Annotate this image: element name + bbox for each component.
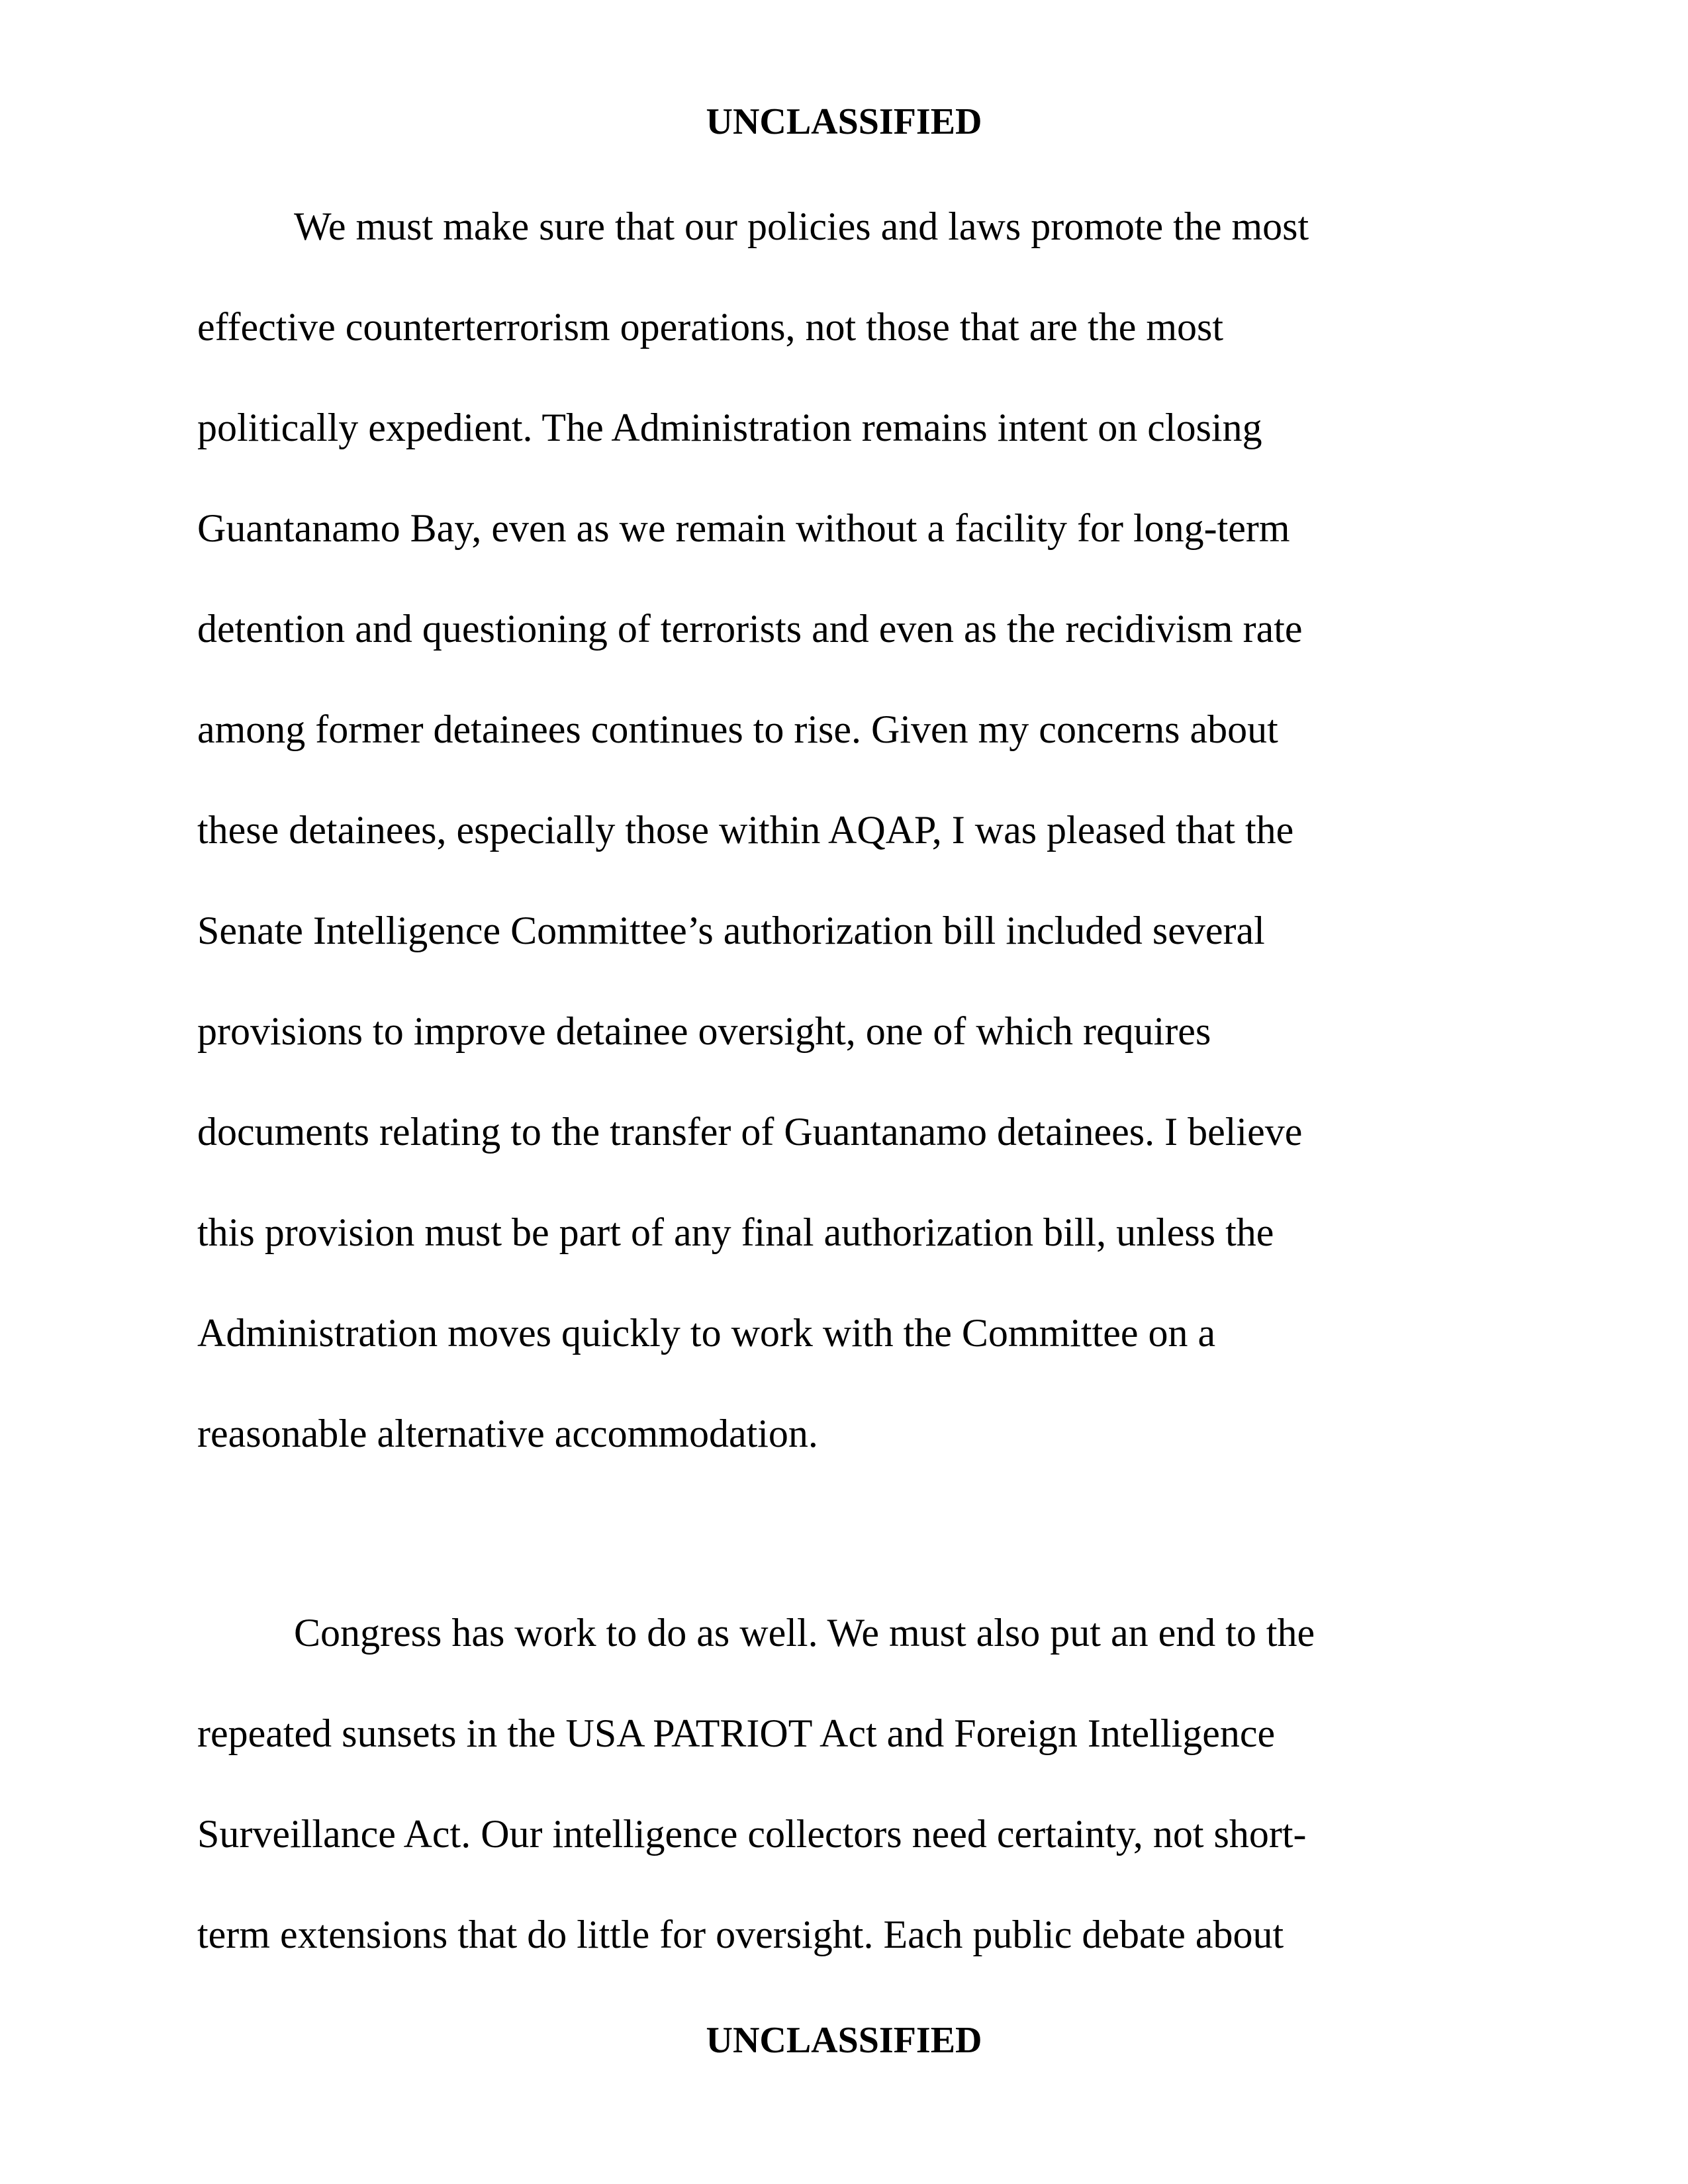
text-line: Senate Intelligence Committee’s authorization bill included several	[197, 909, 1265, 952]
paragraph-2	[197, 1582, 1315, 1985]
text-line: Guantanamo Bay, even as we remain without a facility for long-term	[197, 506, 1290, 550]
text-line: term extensions that do little for oversight. Each public debate about	[197, 1913, 1284, 1956]
text-line: documents relating to the transfer of Guantanamo detainees. I believe	[197, 1110, 1303, 1154]
text-line: Surveillance Act. Our intelligence collectors need certainty, not short-	[197, 1812, 1307, 1856]
paragraph-1	[197, 176, 1309, 1484]
classification-header: UNCLASSIFIED	[706, 101, 982, 142]
text-line: politically expedient. The Administration remains intent on closing	[197, 406, 1262, 449]
text-line: detention and questioning of terrorists and even as the recidivism rate	[197, 607, 1303, 651]
text-line: Administration moves quickly to work with the Committee on a	[197, 1311, 1216, 1355]
text-line: reasonable alternative accommodation.	[197, 1412, 818, 1455]
text-line: provisions to improve detainee oversight, one of which requires	[197, 1009, 1211, 1053]
text-line: We must make sure that our policies and laws promote the most	[294, 205, 1309, 248]
text-line: this provision must be part of any final authorization bill, unless the	[197, 1210, 1274, 1254]
text-line: among former detainees continues to rise. Given my concerns about	[197, 707, 1278, 751]
text-line: Congress has work to do as well. We must also put an end to the	[294, 1611, 1315, 1655]
text-line: repeated sunsets in the USA PATRIOT Act and Foreign Intelligence	[197, 1711, 1276, 1755]
text-line: effective counterterrorism operations, not those that are the most	[197, 305, 1224, 349]
classification-footer: UNCLASSIFIED	[706, 2020, 982, 2061]
text-line: these detainees, especially those within AQAP, I was pleased that the	[197, 808, 1294, 852]
